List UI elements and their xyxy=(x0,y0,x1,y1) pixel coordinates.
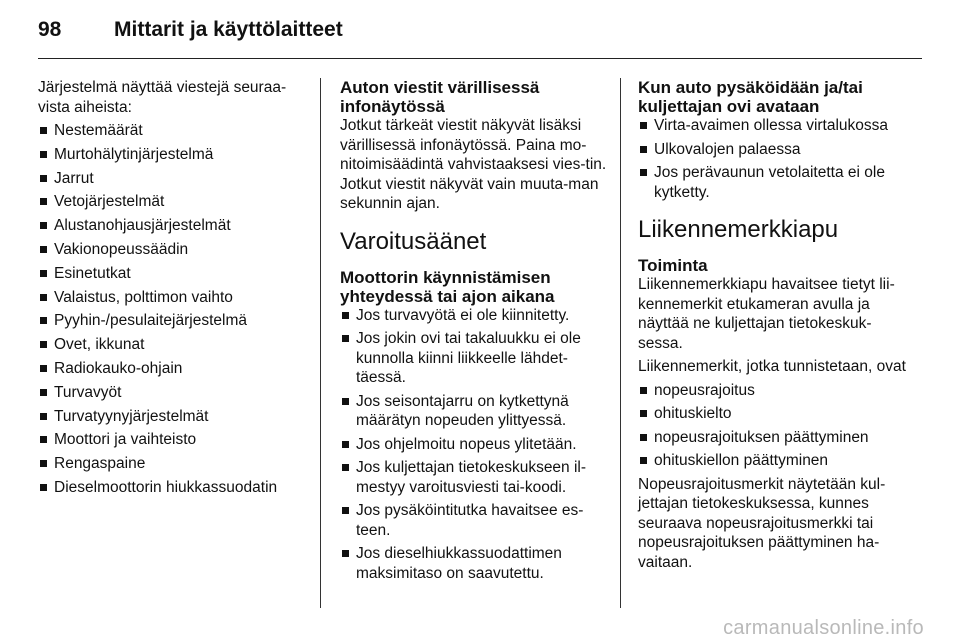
traffic-sign-list xyxy=(638,381,906,471)
chapter-heading: Varoitusäänet xyxy=(340,227,487,255)
list-item: Jos dieselhiukkassuodattimen maksimitaso on saavutettu. xyxy=(340,544,608,583)
list-item: Ovet, ikkunat xyxy=(38,335,308,355)
list-item: Turvavyöt xyxy=(38,383,308,403)
list-item: nopeusrajoitus xyxy=(638,381,906,401)
section-heading: Moottorin käynnistämisen yhteydessä tai ajon aikana xyxy=(340,267,555,306)
page-header xyxy=(38,10,343,50)
list-item: Moottori ja vaihteisto xyxy=(38,430,308,450)
paragraph: Nopeusrajoitusmerkit näytetään kul-jettajan tietokeskuksessa, kunnes seuraava nopeusrajoitusmerkki tai nopeusrajoituksen päättyminen ha-vaitaan. xyxy=(638,475,886,571)
intro-text: Järjestelmä näyttää viestejä seuraa-vista aiheista: xyxy=(38,79,287,116)
header-divider xyxy=(38,58,922,59)
list-item: ohituskiellon päättyminen xyxy=(638,451,906,471)
list-item: Ulkovalojen palaessa xyxy=(638,140,906,160)
paragraph: Jotkut tärkeät viestit näkyvät lisäksi värillisessä infonäytössä. Paina mo-nitoimisäädintä vahvistaaksesi vies-tin. Jotkut viestit näkyvät vain muuta-man sekunnin ajan. xyxy=(340,117,607,212)
paragraph: Liikennemerkkiapu havaitsee tietyt lii-kennemerkit etukameran avulla ja näyttää ne kuljettajan tietokeskuk-sessa. xyxy=(638,276,895,352)
column-divider-1 xyxy=(320,78,321,608)
paragraph: Liikennemerkit, jotka tunnistetaan, ovat xyxy=(638,358,906,375)
list-item: Jos pysäköintitutka havaitsee es-teen. xyxy=(340,501,608,540)
list-item: Jarrut xyxy=(38,169,308,189)
list-item: ohituskielto xyxy=(638,404,906,424)
list-item: Valaistus, polttimon vaihto xyxy=(38,288,308,308)
list-item: Esinetutkat xyxy=(38,264,308,284)
column-2 xyxy=(340,78,608,587)
parking-warning-list xyxy=(638,116,906,202)
section-heading: Toiminta xyxy=(638,256,708,275)
list-item: Dieselmoottorin hiukkassuodatin xyxy=(38,478,308,498)
list-item: Nestemäärät xyxy=(38,121,308,141)
section-heading: Auton viestit värillisessä infonäytössä xyxy=(340,78,540,116)
list-item: Vetojärjestelmät xyxy=(38,192,308,212)
column-1 xyxy=(38,78,308,502)
list-item: Jos turvavyötä ei ole kiinnitetty. xyxy=(340,306,608,326)
list-item: Rengaspaine xyxy=(38,454,308,474)
list-item: Jos ohjelmoitu nopeus ylitetään. xyxy=(340,435,608,455)
list-item: Jos jokin ovi tai takaluukku ei ole kunnolla kiinni liikkeelle lähdet-täessä. xyxy=(340,329,608,388)
message-topic-list xyxy=(38,121,308,497)
list-item: Jos kuljettajan tietokeskukseen il-mestyy varoitusviesti tai-koodi. xyxy=(340,458,608,497)
page-number: 98 xyxy=(38,18,62,41)
section-heading: Kun auto pysäköidään ja/tai kuljettajan ovi avataan xyxy=(638,78,863,116)
chapter-heading: Liikennemerkkiapu xyxy=(638,216,839,243)
column-3 xyxy=(638,78,906,576)
list-item: Alustanohjausjärjestelmät xyxy=(38,216,308,236)
column-divider-2 xyxy=(620,78,621,608)
list-item: Radiokauko-ohjain xyxy=(38,359,308,379)
list-item: Turvatyynyjärjestelmät xyxy=(38,407,308,427)
watermark: carmanualsonline.info xyxy=(723,617,924,639)
list-item: Vakionopeussäädin xyxy=(38,240,308,260)
list-item: Jos perävaunun vetolaitetta ei ole kytketty. xyxy=(638,163,906,202)
page-title: Mittarit ja käyttölaitteet xyxy=(114,18,343,41)
list-item: Pyyhin-/pesulaitejärjestelmä xyxy=(38,311,308,331)
list-item: Jos seisontajarru on kytkettynä määrätyn nopeuden ylittyessä. xyxy=(340,392,608,431)
list-item: nopeusrajoituksen päättyminen xyxy=(638,428,906,448)
warning-sound-list xyxy=(340,306,608,584)
list-item: Murtohälytinjärjestelmä xyxy=(38,145,308,165)
list-item: Virta-avaimen ollessa virtalukossa xyxy=(638,116,906,136)
